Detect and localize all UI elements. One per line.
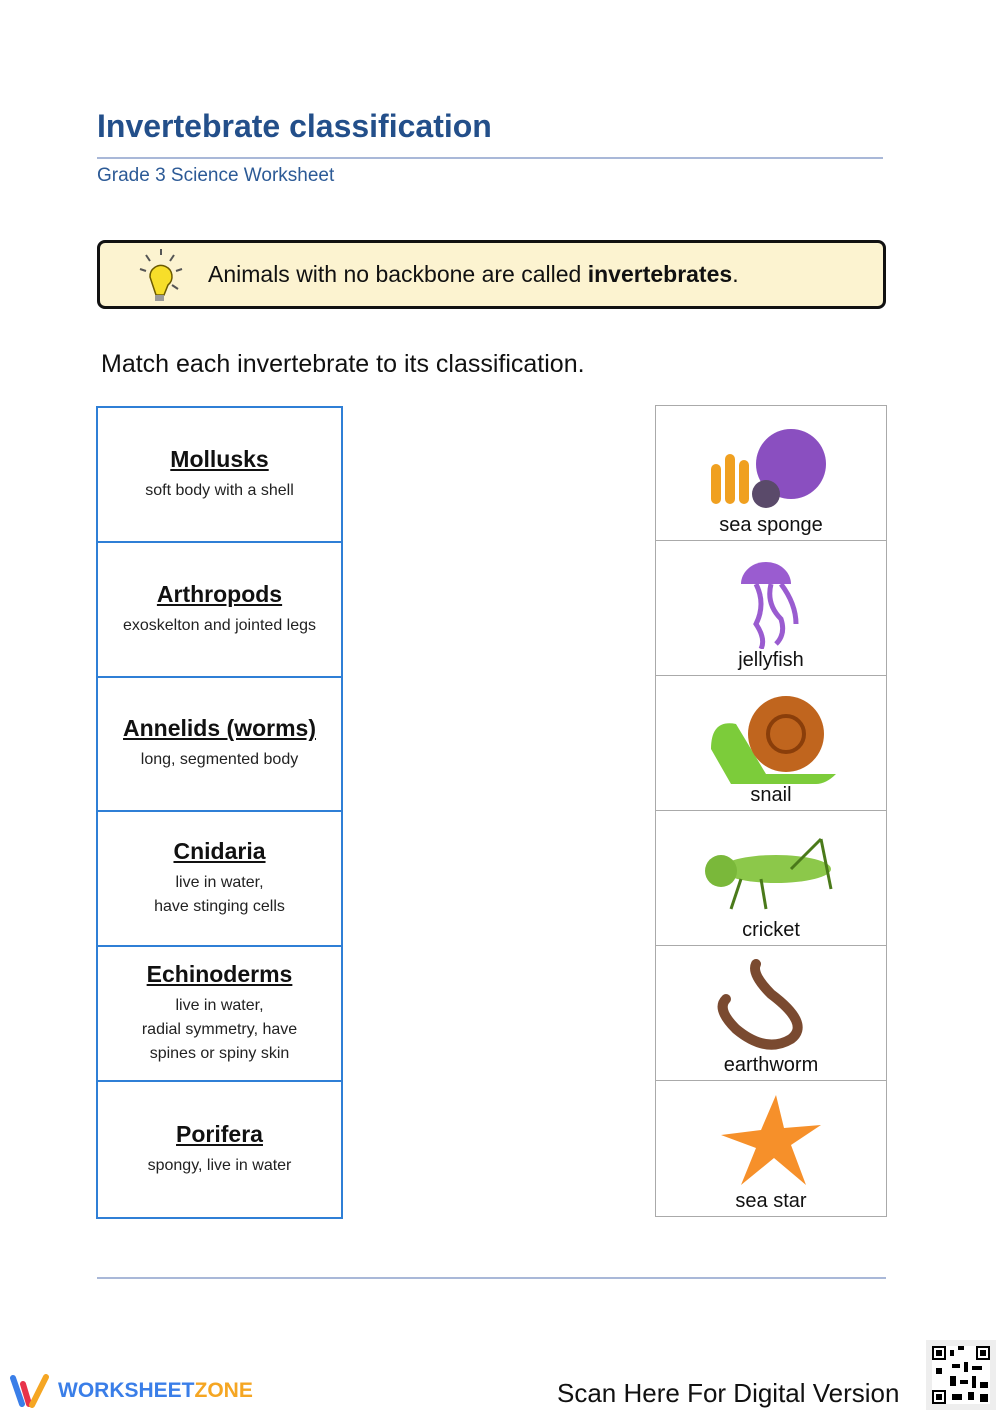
lightbulb-icon [136,247,186,303]
animal-box[interactable] [656,1081,886,1216]
class-desc: spines or spiny skin [149,1045,290,1063]
animal-label: jellyfish [738,649,804,671]
class-name: Annelids (worms) [123,715,316,742]
animal-label: snail [750,784,792,806]
class-desc: radial symmetry, have [141,1021,298,1039]
divider [97,157,883,159]
earthworm-image [711,959,831,1054]
page-title: Invertebrate classification [97,108,492,144]
class-desc: spongy, live in water [147,1156,292,1174]
sea-sponge-image [701,424,841,514]
class-box[interactable] [98,543,341,678]
class-box[interactable] [98,947,341,1082]
animal-box[interactable] [656,406,886,541]
animal-column [655,405,887,1217]
page-subtitle: Grade 3 Science Worksheet [97,165,335,186]
class-desc: have stinging cells [154,898,285,916]
class-desc: soft body with a shell [145,481,294,499]
sea-star-image [716,1090,826,1190]
instructions: Match each invertebrate to its classification. [101,350,585,378]
callout-end: . [732,261,739,287]
divider [97,1277,886,1279]
brand-name: WORKSHEET [58,1379,195,1402]
info-callout [97,240,886,309]
animal-box[interactable] [656,811,886,946]
class-name: Mollusks [170,445,269,472]
class-name: Echinoderms [146,961,293,988]
animal-box[interactable] [656,946,886,1081]
class-box[interactable] [98,812,341,947]
class-name: Porifera [176,1120,263,1147]
animal-label: sea star [735,1190,807,1212]
animal-box[interactable] [656,676,886,811]
qr-code[interactable] [926,1340,996,1410]
animal-label: sea sponge [719,514,823,536]
class-desc: live in water, [175,874,264,892]
callout-bold: invertebrates [587,261,733,287]
class-desc: long, segmented body [140,751,299,769]
class-box[interactable] [98,408,341,543]
worksheetzone-logo-icon [10,1374,50,1408]
jellyfish-image [726,554,816,649]
snail-image [701,689,841,784]
class-name: Cnidaria [173,838,266,865]
animal-label: earthworm [723,1054,819,1076]
classification-column [96,406,343,1219]
class-name: Arthropods [156,580,283,607]
callout-text: Animals with no backbone are called [208,261,588,287]
brand-name-accent: ZONE [194,1379,253,1402]
animal-box[interactable] [656,541,886,676]
animal-label: cricket [742,919,800,941]
qr-code-icon [932,1346,990,1404]
brand-logo [10,1374,253,1408]
class-box[interactable] [98,678,341,813]
class-desc: live in water, [175,997,264,1015]
class-desc: exoskelton and jointed legs [122,616,317,634]
scan-text: Scan Here For Digital Version [557,1378,900,1408]
cricket-image [691,829,851,919]
class-box[interactable] [98,1082,341,1217]
